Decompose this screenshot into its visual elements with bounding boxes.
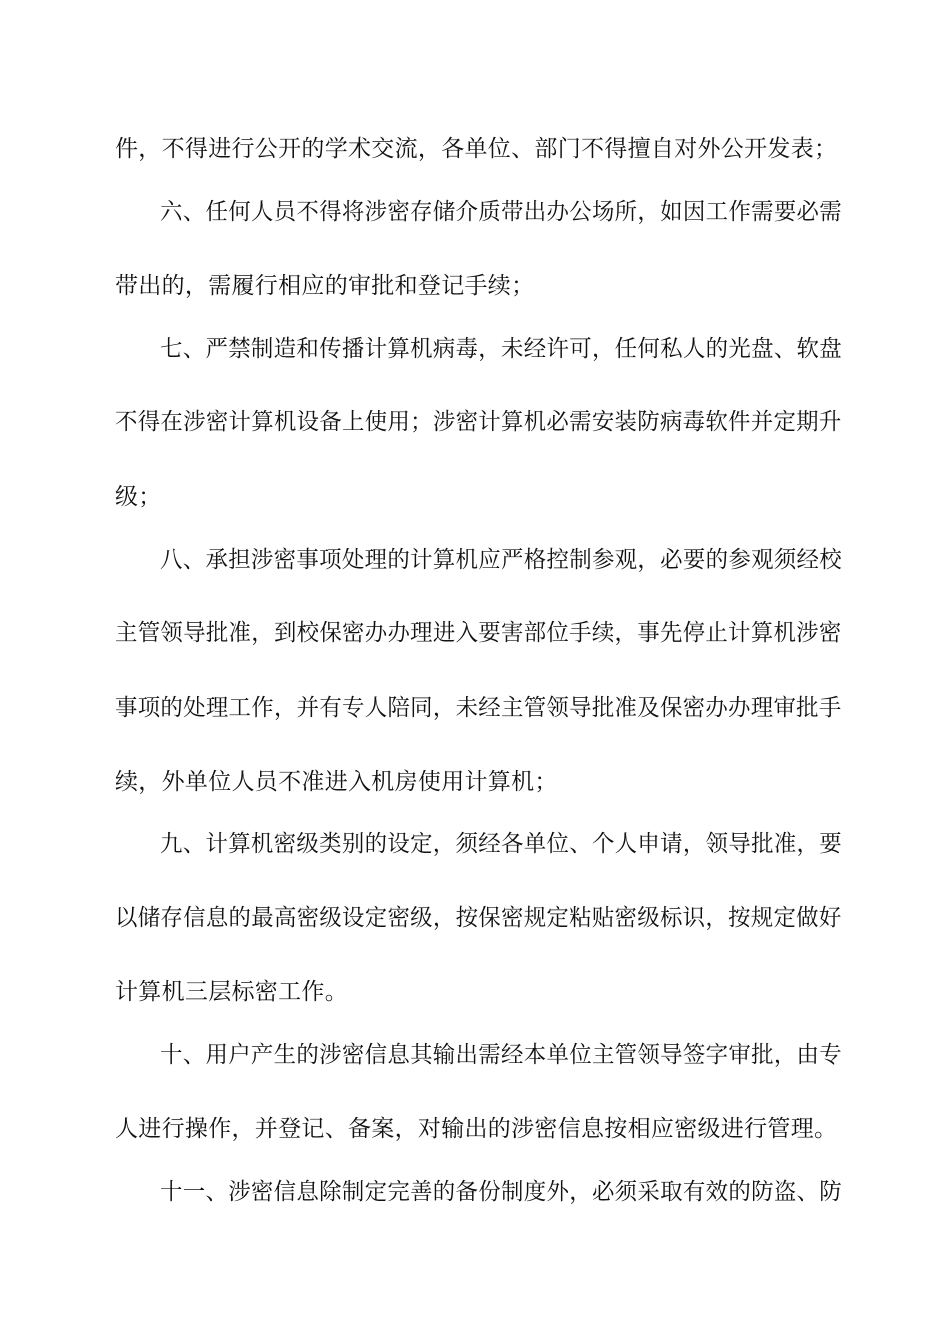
text-line: 级；: [115, 484, 162, 510]
text-line: 六、任何人员不得将涉密存储介质带出办公场所，如因工作需要必需: [160, 199, 843, 225]
text-line: 事项的处理工作，并有专人陪同，未经主管领导批准及保密办办理审批手: [115, 695, 842, 721]
text-line: 计算机三层标密工作。: [115, 979, 348, 1005]
text-line: 十一、涉密信息除制定完善的备份制度外，必须采取有效的防盗、防: [160, 1179, 843, 1205]
text-line: 人进行操作，并登记、备案，对输出的涉密信息按相应密级进行管理。: [115, 1116, 838, 1142]
text-line: 带出的，需履行相应的审批和登记手续；: [115, 273, 535, 299]
text-line: 七、严禁制造和传播计算机病毒，未经许可，任何私人的光盘、软盘: [160, 336, 843, 362]
text-line: 十、用户产生的涉密信息其输出需经本单位主管领导签字审批，由专: [160, 1042, 843, 1068]
text-line: 九、计算机密级类别的设定，须经各单位、个人申请，领导批准，要: [160, 831, 843, 857]
text-line: 续，外单位人员不准进入机房使用计算机；: [115, 769, 558, 795]
text-line: 主管领导批准，到校保密办办理进入要害部位手续，事先停止计算机涉密: [115, 620, 842, 646]
text-line: 件，不得进行公开的学术交流，各单位、部门不得擅自对外公开发表；: [115, 136, 838, 162]
text-line: 不得在涉密计算机设备上使用；涉密计算机必需安装防病毒软件并定期升: [115, 409, 842, 435]
text-line: 以储存信息的最高密级设定密级，按保密规定粘贴密级标识，按规定做好: [115, 905, 842, 931]
text-line: 八、承担涉密事项处理的计算机应严格控制参观，必要的参观须经校: [160, 547, 843, 573]
